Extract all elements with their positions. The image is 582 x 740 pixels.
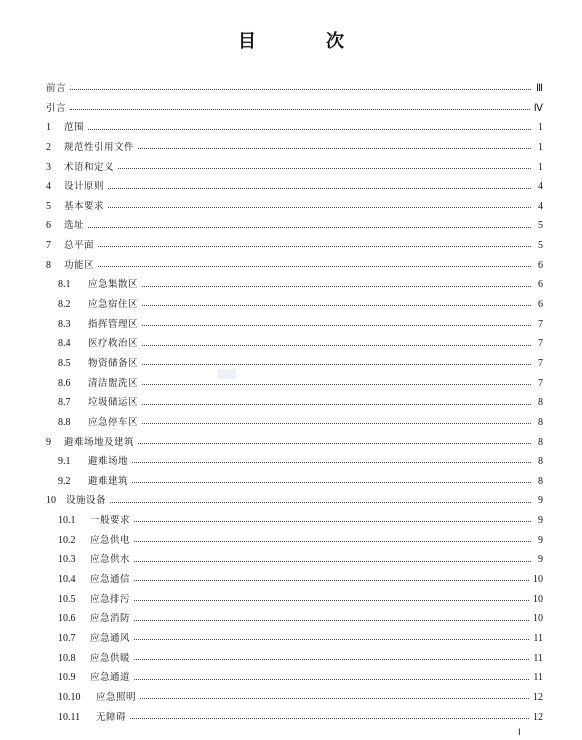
- footer-page-number: Ⅰ: [518, 727, 521, 737]
- toc-dot-leader: [130, 717, 529, 719]
- toc-entry[interactable]: [46, 315, 543, 335]
- toc-entry-title: 一般要求: [90, 515, 131, 527]
- toc-entry-page: 7: [538, 338, 543, 350]
- toc-entry[interactable]: [46, 590, 543, 610]
- toc-entry-title: 前言: [46, 83, 67, 94]
- toc-entry-title: 指挥管理区: [88, 318, 139, 330]
- toc-entry-title: 术语和定义: [64, 161, 115, 173]
- toc-entry[interactable]: [46, 668, 543, 688]
- toc-dot-leader: [134, 540, 531, 542]
- toc-entry-number: 7: [46, 240, 51, 252]
- toc-dot-leader: [142, 304, 531, 306]
- toc-entry[interactable]: [46, 393, 543, 413]
- toc-entry-number: 2: [46, 141, 51, 153]
- toc-entry-number: 10.3: [58, 554, 76, 566]
- toc-entry-page: 11: [533, 672, 543, 684]
- toc-dot-leader: [142, 344, 531, 346]
- toc-entry-title: 应急集散区: [88, 279, 139, 291]
- toc-entry-number: 8.7: [58, 397, 71, 409]
- toc-entry-number: 9.1: [58, 456, 71, 468]
- toc-dot-leader: [134, 658, 529, 660]
- toc-entry-page: 5: [538, 240, 543, 252]
- toc-entry[interactable]: [46, 609, 543, 629]
- toc-entry[interactable]: [46, 374, 543, 394]
- toc-entry-number: 8.3: [58, 318, 71, 330]
- toc-entry-title: 设计原则: [64, 181, 105, 193]
- toc-dot-leader: [134, 619, 529, 621]
- toc-entry-number: 10.6: [58, 613, 76, 625]
- toc-dot-leader: [118, 167, 531, 169]
- toc-entry-title: 应急消防: [90, 613, 131, 625]
- toc-entry-number: 8.1: [58, 279, 71, 291]
- toc-dot-leader: [134, 638, 529, 640]
- toc-entry-title: 功能区: [64, 259, 95, 271]
- toc-entry-number: 8.6: [58, 377, 71, 389]
- toc-entry-title: 无障碍: [96, 711, 127, 723]
- toc-entry-title: 清洁盥洗区: [88, 377, 139, 389]
- toc-entry[interactable]: [46, 99, 543, 119]
- toc-entry-page: 1: [538, 161, 543, 173]
- toc-entry-page: 10: [533, 613, 543, 625]
- toc-dot-leader: [134, 678, 529, 680]
- toc-dot-leader: [98, 265, 531, 267]
- toc-entry[interactable]: [46, 118, 543, 138]
- toc-entry[interactable]: [46, 491, 543, 511]
- toc-entry[interactable]: [46, 138, 543, 158]
- toc-dot-leader: [142, 363, 531, 365]
- toc-entry-page: 12: [533, 711, 543, 723]
- toc-entry-title: 垃圾储运区: [88, 397, 139, 409]
- toc-entry-title: 应急供水: [90, 554, 131, 566]
- toc-entry-title: 医疗救治区: [88, 338, 139, 350]
- toc-entry-title: 应急停车区: [88, 416, 139, 428]
- toc-entry-page: 6: [538, 279, 543, 291]
- toc-entry[interactable]: [46, 550, 543, 570]
- toc-entry-title: 避难建筑: [88, 475, 129, 487]
- toc-entry[interactable]: [46, 433, 543, 453]
- toc-dot-leader: [88, 226, 531, 228]
- toc-entry-page: 7: [538, 318, 543, 330]
- toc-entry-title: 总平面: [64, 240, 95, 252]
- toc-dot-leader: [132, 461, 531, 463]
- toc-entry-title: 应急通信: [90, 574, 131, 586]
- toc-entry[interactable]: [46, 649, 543, 669]
- toc-dot-leader: [138, 442, 531, 444]
- toc-entry[interactable]: [46, 216, 543, 236]
- toc-entry-number: 10.8: [58, 652, 76, 664]
- toc-entry-page: Ⅲ: [536, 83, 543, 94]
- toc-entry-title: 范围: [64, 122, 85, 134]
- toc-entry[interactable]: [46, 334, 543, 354]
- toc-dot-leader: [142, 422, 531, 424]
- toc-entry[interactable]: [46, 472, 543, 492]
- toc-entry-page: 1: [538, 141, 543, 153]
- toc-entry-number: 10.9: [58, 672, 76, 684]
- toc-entry[interactable]: [46, 708, 543, 728]
- toc-entry[interactable]: [46, 79, 543, 99]
- toc-entry-title: 规范性引用文件: [64, 141, 135, 153]
- toc-entry-number: 9: [46, 436, 51, 448]
- toc-entry-number: 10.1: [58, 515, 76, 527]
- toc-entry-title: 避难场地: [88, 456, 129, 468]
- toc-entry-page: Ⅳ: [533, 102, 543, 114]
- toc-entry-number: 9.2: [58, 475, 71, 487]
- toc-entry[interactable]: [46, 158, 543, 178]
- toc-entry-page: 6: [538, 259, 543, 271]
- toc-dot-leader: [134, 560, 531, 562]
- toc-entry-page: 8: [538, 475, 543, 487]
- toc-dot-leader: [142, 285, 531, 287]
- toc-dot-leader: [134, 520, 531, 522]
- toc-entry-title: 基本要求: [64, 200, 105, 212]
- toc-entry[interactable]: [46, 531, 543, 551]
- toc-dot-leader: [98, 245, 531, 247]
- toc-entry-title: 选址: [64, 220, 85, 232]
- toc-entry-page: 11: [533, 652, 543, 664]
- toc-entry-title: 应急宿住区: [88, 299, 139, 311]
- toc-entry-page: 9: [538, 515, 543, 527]
- toc-entry-page: 4: [538, 181, 543, 193]
- toc-entry-title: 应急通风: [90, 632, 131, 644]
- toc-entry-page: 12: [533, 691, 543, 703]
- toc-entry-page: 7: [538, 377, 543, 389]
- toc-dot-leader: [140, 697, 529, 699]
- toc-entry-page: 5: [538, 220, 543, 232]
- toc-entry-page: 8: [538, 416, 543, 428]
- toc-dot-leader: [138, 147, 531, 149]
- toc-dot-leader: [70, 88, 531, 90]
- toc-entry-title: 引言: [46, 102, 67, 114]
- toc-entry-page: 11: [533, 632, 543, 644]
- toc-entry-number: 5: [46, 200, 51, 212]
- toc-entry-page: 9: [538, 495, 543, 507]
- page-title: 目 次: [238, 31, 370, 52]
- toc-entry-number: 8: [46, 259, 51, 271]
- toc-entry[interactable]: [46, 570, 543, 590]
- toc-entry-title: 避难场地及建筑: [64, 436, 135, 448]
- toc-dot-leader: [134, 579, 529, 581]
- toc-entry[interactable]: [46, 413, 543, 433]
- toc-entry[interactable]: [46, 511, 543, 531]
- toc-entry-number: 10.2: [58, 534, 76, 546]
- toc-entry-title: 物资储备区: [88, 357, 139, 369]
- toc-entry-title: 应急通道: [90, 672, 131, 684]
- toc-entry-number: 10: [46, 495, 56, 507]
- toc-dot-leader: [134, 599, 529, 601]
- toc-entry-title: 应急供电: [90, 534, 131, 546]
- toc-entry-number: 10.4: [58, 574, 76, 586]
- toc-entry-number: 10.7: [58, 632, 76, 644]
- toc-entry-number: 8.8: [58, 416, 71, 428]
- toc-entry-page: 10: [533, 593, 543, 605]
- toc-entry-title: 应急供暖: [90, 652, 131, 664]
- table-of-contents: [46, 79, 543, 727]
- toc-dot-leader: [88, 128, 531, 130]
- toc-entry[interactable]: [46, 688, 543, 708]
- toc-entry[interactable]: [46, 256, 543, 276]
- toc-entry-page: 9: [538, 534, 543, 546]
- toc-entry-page: 4: [538, 200, 543, 212]
- toc-entry-title: 应急排污: [90, 593, 131, 605]
- toc-dot-leader: [142, 324, 531, 326]
- toc-entry-number: 10.5: [58, 593, 76, 605]
- toc-entry[interactable]: [46, 275, 543, 295]
- toc-entry-page: 6: [538, 299, 543, 311]
- toc-dot-leader: [108, 187, 531, 189]
- toc-entry[interactable]: [46, 197, 543, 217]
- toc-entry-number: 8.2: [58, 299, 71, 311]
- toc-entry-page: 8: [538, 456, 543, 468]
- toc-entry-page: 8: [538, 436, 543, 448]
- toc-dot-leader: [132, 481, 531, 483]
- toc-entry[interactable]: [46, 629, 543, 649]
- toc-dot-leader: [142, 383, 531, 385]
- toc-dot-leader: [108, 206, 531, 208]
- toc-entry-title: 设施设备: [66, 495, 107, 507]
- toc-entry[interactable]: [46, 354, 543, 374]
- toc-entry-title: 应急照明: [96, 691, 137, 703]
- toc-entry-number: 10.10: [58, 691, 81, 703]
- toc-entry[interactable]: [46, 236, 543, 256]
- toc-entry-page: 9: [538, 554, 543, 566]
- toc-entry-number: 6: [46, 220, 51, 232]
- watermark-mark: [218, 369, 236, 379]
- toc-entry-number: 3: [46, 161, 51, 173]
- toc-dot-leader: [110, 501, 531, 503]
- toc-entry[interactable]: [46, 177, 543, 197]
- toc-entry-number: 4: [46, 181, 51, 193]
- toc-entry-number: 8.5: [58, 357, 71, 369]
- toc-entry-number: 1: [46, 122, 51, 134]
- toc-entry-number: 8.4: [58, 338, 71, 350]
- toc-entry[interactable]: [46, 452, 543, 472]
- toc-dot-leader: [70, 108, 530, 110]
- toc-entry-page: 7: [538, 357, 543, 369]
- toc-entry-page: 8: [538, 397, 543, 409]
- toc-entry[interactable]: [46, 295, 543, 315]
- toc-entry-page: 1: [538, 122, 543, 134]
- toc-dot-leader: [142, 403, 531, 405]
- toc-entry-page: 10: [533, 574, 543, 586]
- toc-entry-number: 10.11: [58, 711, 81, 723]
